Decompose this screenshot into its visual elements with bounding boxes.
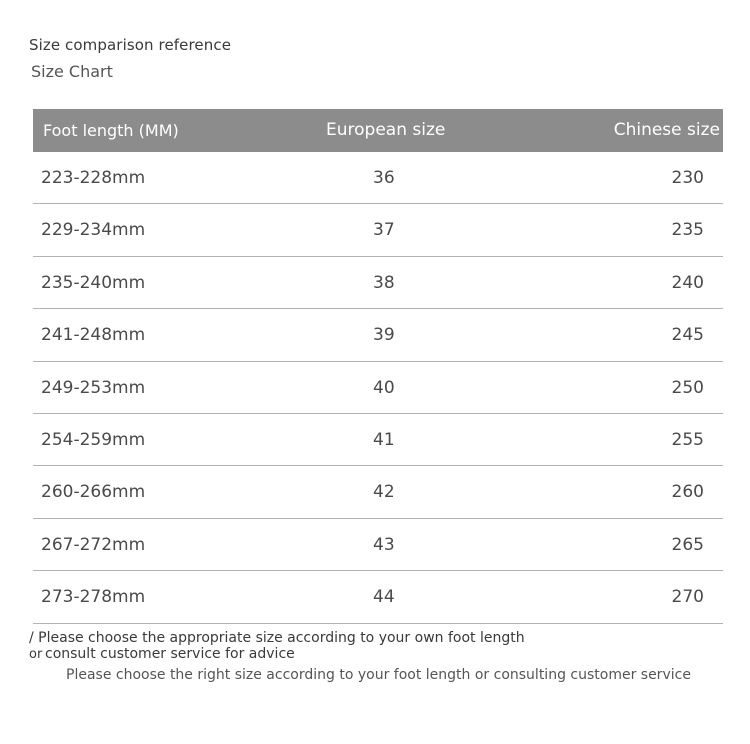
cell-european-size: 39 [373, 325, 395, 346]
cell-chinese-size: 240 [671, 272, 704, 293]
cell-foot-length: 223-228mm [41, 168, 146, 188]
table-row [33, 414, 723, 466]
cell-chinese-size: 260 [671, 482, 704, 503]
table-row [33, 257, 723, 309]
cell-european-size: 42 [373, 482, 395, 503]
table-row [33, 152, 723, 204]
note-line-2-text: consult customer service for advice [45, 646, 295, 662]
table-row [33, 466, 723, 518]
table-row [33, 362, 723, 414]
note-prefix: or [29, 647, 43, 662]
cell-european-size: 40 [373, 377, 395, 398]
page-title: Size Chart [31, 62, 113, 81]
column-header-european-size: European size [326, 120, 446, 140]
note-line-2 [29, 646, 295, 663]
note-english: Please choose the right size according to your foot length or consulting customer service [66, 667, 691, 683]
table-row [33, 204, 723, 256]
cell-chinese-size: 230 [671, 168, 704, 188]
cell-foot-length: 249-253mm [41, 377, 146, 398]
cell-chinese-size: 265 [671, 534, 704, 555]
column-header-foot-length: Foot length (MM) [43, 121, 179, 140]
column-header-chinese-size: Chinese size [613, 120, 720, 140]
cell-foot-length: 229-234mm [41, 220, 146, 241]
subtitle: Size comparison reference [29, 36, 232, 54]
cell-foot-length: 267-272mm [41, 534, 146, 555]
note-line-1: / Please choose the appropriate size according to your own foot length [29, 630, 525, 646]
cell-foot-length: 241-248mm [41, 325, 146, 346]
cell-chinese-size: 255 [671, 429, 704, 450]
cell-european-size: 44 [373, 587, 395, 608]
table-row [33, 519, 723, 571]
cell-european-size: 41 [373, 429, 395, 450]
cell-european-size: 43 [373, 534, 395, 555]
cell-european-size: 38 [373, 272, 395, 293]
cell-chinese-size: 235 [671, 220, 704, 241]
cell-chinese-size: 250 [671, 377, 704, 398]
cell-european-size: 36 [373, 168, 395, 188]
cell-foot-length: 260-266mm [41, 482, 146, 503]
cell-foot-length: 254-259mm [41, 429, 146, 450]
cell-european-size: 37 [373, 220, 395, 241]
table-row [33, 309, 723, 361]
cell-chinese-size: 245 [671, 325, 704, 346]
cell-foot-length: 273-278mm [41, 587, 146, 608]
cell-foot-length: 235-240mm [41, 272, 146, 293]
table-header [33, 109, 723, 152]
size-chart-table [33, 109, 723, 624]
cell-chinese-size: 270 [671, 587, 704, 608]
table-row [33, 571, 723, 623]
